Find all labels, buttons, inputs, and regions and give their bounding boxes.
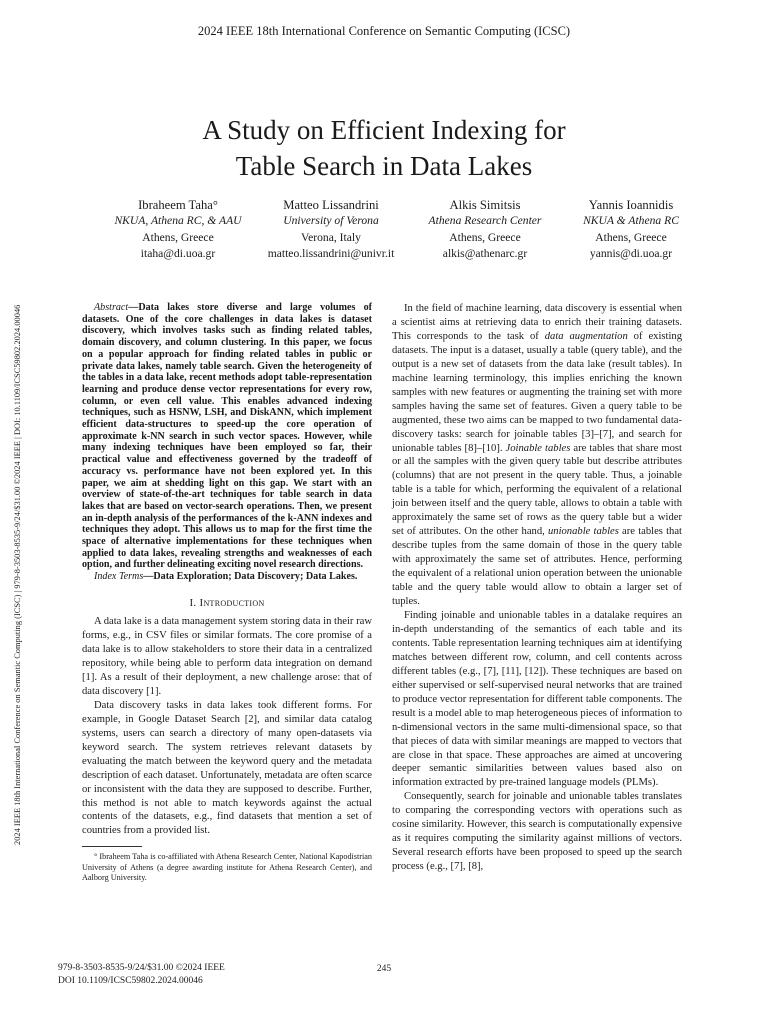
author-name: Alkis Simitsis [449,198,521,212]
author-block-3 [410,197,560,263]
body-paragraph-2: Finding joinable and unionable tables in a datalake requires an in-depth understanding of the semantics of each table and its contents. Table representation learning techniques aim at identifying matches between different row, column, and cell contents across different tables (e.g., [7], [11], [12]). These techniques are based on either supervised or self-supervised neural networks that are trained to produce vector representation for different table components. The result is a model able to map heterogeneous pieces of information to n-dimensional vectors in the same multi-dimensional space, so that that pieces of data with similar meanings are mapped to vectors that are close in that space. These approaches are aimed at uncovering deeper semantic similarities between values based also on information extracted by pre-trained language models (PLMs). [392,609,682,789]
left-column [82,302,372,883]
author-name: Matteo Lissandrini [283,198,379,212]
index-terms [82,571,372,583]
section-title: Introduction [199,597,265,610]
author-location: Athens, Greece [595,230,667,244]
author-block-1 [88,197,268,263]
body-paragraph-3: Consequently, search for joinable and unionable tables translates to comparing the corresponding vectors with operations such as cosine similarity. However, this search is computationally expensive as it requires computing the similarity against millions of vectors. Several research efforts have been proposed to speed up the search process (e.g., [7], [8], [392,791,682,873]
footer-isbn: 979-8-3503-8535-9/24/$31.00 ©2024 IEEE [58,963,225,973]
term-unionable-tables: unionable tables [547,526,619,538]
author-email: yannis@di.uoa.gr [589,247,673,261]
author-block-4 [556,197,706,263]
author-affiliation: NKUA & Athena RC [583,214,679,228]
author-name: Ibraheem Taha° [138,198,218,212]
title-line-1: A Study on Efficient Indexing for [202,115,566,145]
author-email: matteo.lissandrini@univr.it [267,247,395,261]
author-location: Athens, Greece [449,230,521,244]
author-name: Yannis Ioannidis [588,198,674,212]
title-line-2: Table Search in Data Lakes [235,151,533,181]
intro-paragraph-2: Data discovery tasks in data lakes took different forms. For example, in Google Dataset Search [2], and similar data catalog systems, users can search a directory of many open-datasets via keyword search. The system retrieves relevant datasets by evaluating the match between the keyword query and the metadata description of each dataset. Unfortunately, metadata are often scarce or inconsistent with the data they are supposed to describe. Further, this method is not able to match keywords against the actual contents of the datasets, e.g., find datasets that mention a set of countries from a provided list. [82,699,372,837]
author-location: Verona, Italy [301,230,361,244]
conference-header: 2024 IEEE 18th International Conference on Semantic Computing (ICSC) [197,24,571,38]
footer-doi: DOI 10.1109/ICSC59802.2024.00046 [58,975,203,986]
section-heading-introduction [82,597,372,611]
term-data-augmentation: data augmentation [544,330,628,342]
section-number: I. [189,597,197,610]
index-terms-lead: Index Terms [94,571,144,583]
side-strip-citation: 2024 IEEE 18th International Conference on Semantic Computing (ICSC) | 979-8-3503-8535-9/24/$31.00 ©2024 IEEE | DOI: 10.1109/ICSC59802.2024.00046 [13,304,22,845]
footnote-rule [82,846,142,847]
author-affiliation: University of Verona [283,214,379,228]
footnote: ° Ibraheem Taha is co-affiliated with Athena Research Center, National Kapodistrian University of Athens (a degree awarding institute for Athena Research Center), and Aalborg University. [82,852,372,882]
author-affiliation: NKUA, Athena RC, & AAU [114,214,242,228]
term-joinable-tables: Joinable tables [505,442,571,454]
index-terms-body: —Data Exploration; Data Discovery; Data Lakes. [143,571,358,583]
author-location: Athens, Greece [142,230,214,244]
right-column [392,302,682,874]
abstract [82,302,372,571]
abstract-lead: Abstract [94,302,129,313]
page-number: 245 [376,964,392,974]
abstract-body: —Data lakes store diverse and large volumes of datasets. One of the core challenges in data lakes is dataset discovery, which involves tasks such as finding related tables, domain discovery, and column clustering. In this paper, we focus on a popular approach for finding related tables in public or private data lakes, namely table search. Given the heterogeneity of the tables in a data lake, recent methods adopt table-representation learning and produce dense vector representations for every row, column, or even cell value. This enables advanced indexing techniques, such as HSNW, LSH, and DiskANN, which implement efficient data-structures to speed-up the core operation of approximate k-NN search in such vector spaces. However, while many indexing techniques have been employed so far, their practical value and effectiveness governed by the tradeoff of accuracy vs. performance have not been explored yet. In this paper, we aim at shedding light on this gap. We start with an overview of state-of-the-art techniques for table search in data lakes that are based on vector-search operations. Then, we present an in-depth analysis of the performances of the k-ANN indexes and techniques they adopt. This allows us to map for the first time the space of alternative implementations for these techniques when applied to data lakes, revealing strengths and weaknesses of each option, and further delineating exciting novel research directions. [82,302,372,571]
paper-title [0,112,768,184]
intro-paragraph-1: A data lake is a data management system storing data in their raw forms, e.g., in CSV files or similar formats. The core promise of a data lake is to allow stakeholders to store their data in a centralized repository, while being able to perform data integration on demand [1]. As a result of their deployment, a new challenge arose: that of data discovery [1]. [82,616,372,697]
author-block-2 [258,197,404,263]
author-email: alkis@athenarc.gr [442,247,528,261]
author-affiliation: Athena Research Center [428,214,542,228]
body-paragraph-1: In the field of machine learning, data discovery is essential when a scientist aims at retrieving data to enrich their training datasets. This corresponds to the task of data augmentation of existing datasets. The input is a dataset, usually a table (query table), and the output is a new set of datasets from the data lake (result tables). In machine learning terminology, this implies enriching the known samples with new features or augmenting the training set with more samples having the same set of features. Given a query table to be augmented, these two aims can be mapped to two fundamental data-discovery tasks: search for joinable tables [3]–[7], and search for unionable tables [8]–[10]. Joinable tables are tables that share most or all the samples with the given query table but describe attributes (columns) that are not present in the query table. Thus, a joinable table is a table for which, performing the equivalent of a relational join between itself and the query table, allows to obtain a table with approximately the same set of rows as the query table but a wider set of attributes. On the other hand, unionable tables are tables that describe tuples from the same domain of those in the query table with approximately the same set of attributes. Hence, performing the equivalent of a relational union operation between the unionable table and the query table would allow to obtain a larger set of tuples. [392,303,682,608]
author-email: itaha@di.uoa.gr [140,247,216,261]
